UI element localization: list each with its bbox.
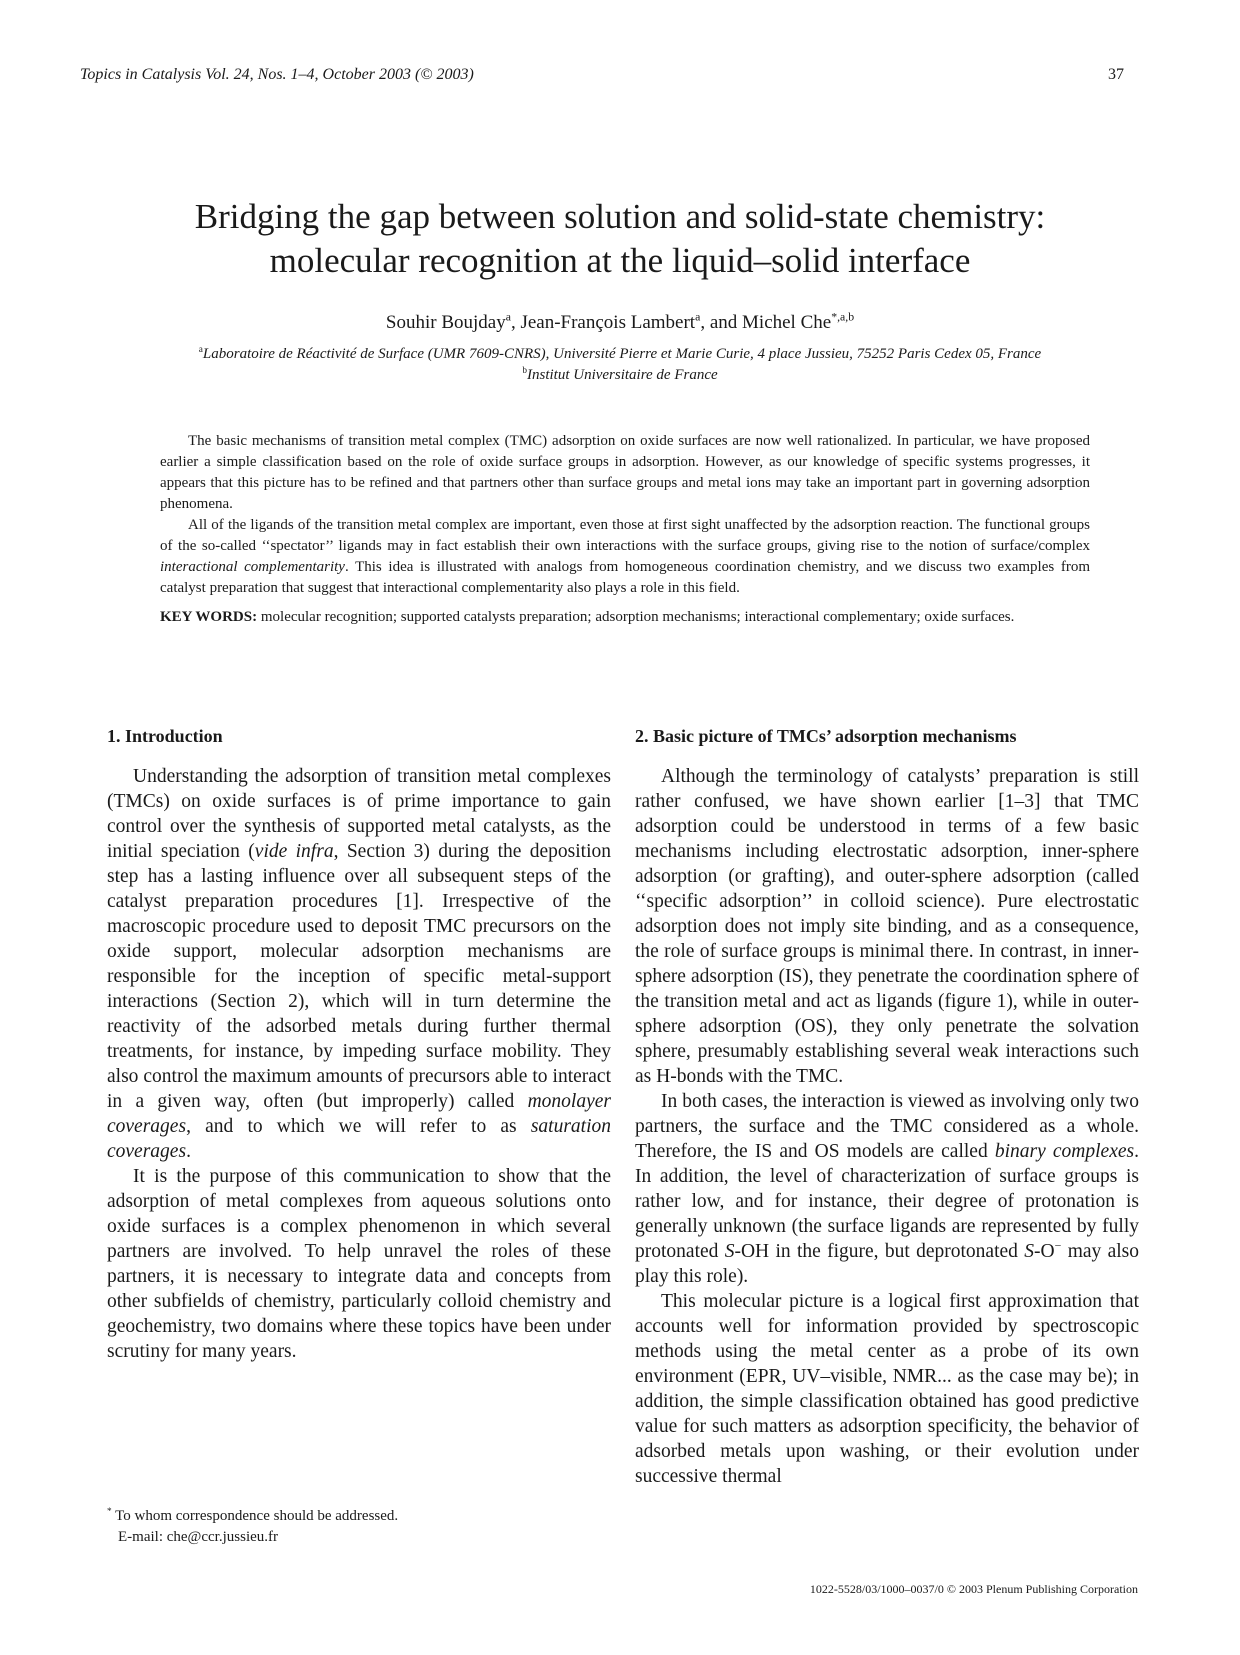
- footnote: [107, 1506, 398, 1548]
- affiliation-text: Laboratoire de Réactivité de Surface (UMR 7609-CNRS), Université Pierre et Marie Curie, 4 place Jussieu, 75252 Paris Cedex 05, France: [202, 346, 1042, 362]
- body-emphasis: saturation coverages: [107, 1116, 611, 1162]
- title-line-1: Bridging the gap between solution and solid-state chemistry:: [194, 197, 1046, 236]
- superscript: −: [1054, 1238, 1062, 1253]
- affiliation-text: Institut Universitaire de France: [526, 367, 718, 383]
- abstract-paragraph: [160, 515, 1090, 599]
- author-list: [100, 312, 1140, 334]
- affiliation-b: [60, 367, 1180, 384]
- body-emphasis: S: [1024, 1241, 1034, 1262]
- author-name: Jean-François Lambert: [520, 312, 696, 333]
- body-emphasis: vide infra: [254, 841, 334, 862]
- body-paragraph: [635, 1089, 1139, 1289]
- body-text: -O: [1033, 1241, 1055, 1262]
- title-line-2: molecular recognition at the liquid–solid interface: [269, 241, 971, 280]
- body-paragraph: [107, 764, 611, 1164]
- keywords-text: molecular recognition; supported catalysts preparation; adsorption mechanisms; interactional complementary; oxide surfaces.: [257, 609, 1015, 625]
- keywords: [160, 607, 1090, 628]
- body-paragraph: It is the purpose of this communication to show that the adsorption of metal complexes from aqueous solutions onto oxide surfaces is a complex phenomenon in which several partners are involved. To help unravel the roles of these partners, it is necessary to integrate data and concepts from other subfields of chemistry, particularly colloid chemistry and geochemistry, two domains where these topics have been under scrutiny for many years.: [107, 1166, 611, 1362]
- section-heading: 2. Basic picture of TMCs’ adsorption mechanisms: [635, 726, 1017, 746]
- page-number: 37: [1108, 66, 1124, 83]
- abstract-emphasis: interactional complementarity: [160, 559, 345, 575]
- author-separator: ,: [510, 312, 521, 333]
- body-text: .: [186, 1141, 191, 1162]
- paper-title: [100, 195, 1140, 283]
- footnote-email: E-mail: che@ccr.jussieu.fr: [118, 1529, 279, 1545]
- abstract-text: All of the ligands of the transition metal complex are important, even those at first sight unaffected by the adsorption reaction. The functional groups of the so-called ‘‘spectator’’ ligands may in fact establish their own interactions with the surface groups, giving rise to the notion of surface/complex: [160, 517, 1090, 554]
- column-left: [107, 725, 611, 1364]
- body-emphasis: S: [724, 1241, 735, 1262]
- journal-citation: Topics in Catalysis Vol. 24, Nos. 1–4, October 2003 (© 2003): [80, 66, 474, 83]
- section-heading: 1. Introduction: [107, 726, 223, 746]
- author-name: Souhir Boujday: [385, 312, 506, 333]
- body-emphasis: binary complexes: [994, 1141, 1135, 1162]
- footnote-line: [107, 1506, 398, 1527]
- affiliation-a: [60, 346, 1180, 363]
- body-text: Understanding the adsorption of transition metal complexes (TMCs) on oxide surfaces is of prime importance to gain control over the synthesis of supported metal catalysts, as the initial speciation (: [107, 766, 611, 862]
- body-emphasis: monolayer coverages: [107, 1091, 611, 1137]
- keywords-label: KEY WORDS:: [160, 609, 258, 625]
- affiliation-mark: a: [198, 345, 203, 355]
- copyright-line: 1022-5528/03/1000–0037/0 © 2003 Plenum Publishing Corporation: [809, 1582, 1138, 1596]
- author-affiliation-mark: *,a,b: [831, 310, 855, 324]
- body-text: -OH in the figure, but deprotonated: [734, 1241, 1025, 1262]
- body-text: , Section 3) during the deposition step has a lasting influence over all subsequent steps of the catalyst preparation procedures [1]. Irrespective of the macroscopic procedure used to deposit TMC precursors on the oxide support, molecular adsorption mechanisms are responsible for the inception of specific metal-support interactions (Section 2), which will in turn determine the reactivity of the adsorbed metals during further thermal treatments, for instance, by impeding surface mobility. They also control the maximum amounts of precursors able to interact in a given way, often (but improperly) called: [107, 841, 612, 1112]
- footnote-mark: *: [107, 1507, 112, 1517]
- body-paragraph: This molecular picture is a logical first approximation that accounts well for information provided by spectroscopic methods using the metal center as a probe of its own environment (EPR, UV–visible, NMR... as the case may be); in addition, the simple classification obtained has good predictive value for such matters as adsorption specificity, the behavior of adsorbed metals upon washing, or their evolution under successive thermal: [635, 1291, 1139, 1487]
- abstract-paragraph: The basic mechanisms of transition metal complex (TMC) adsorption on oxide surfaces are now well rationalized. In particular, we have proposed earlier a simple classification based on the role of oxide surface groups in adsorption. However, as our knowledge of specific systems progresses, it appears that this picture has to be refined and that partners other than surface groups and metal ions may take an important part in governing adsorption phenomena.: [160, 433, 1090, 512]
- abstract-text: . This idea is illustrated with analogs from homogeneous coordination chemistry, and we discuss two examples from catalyst preparation that suggest that interactional complementarity also plays a role in this field.: [160, 559, 1090, 596]
- abstract: [160, 431, 1090, 628]
- author-affiliation-mark: a: [695, 310, 701, 324]
- body-text: In both cases, the interaction is viewed as involving only two partners, the surface and the TMC considered as a whole. Therefore, the IS and OS models are called: [635, 1091, 1139, 1162]
- body-text: may also play this role).: [635, 1241, 1140, 1287]
- column-right: [635, 725, 1139, 1489]
- body-text: , and to which we will refer to as: [186, 1116, 531, 1137]
- author-name: Michel Che: [742, 312, 832, 333]
- author-separator: , and: [700, 312, 743, 333]
- affiliation-mark: b: [522, 366, 527, 376]
- author-affiliation-mark: a: [505, 310, 511, 324]
- footnote-text: To whom correspondence should be addressed.: [111, 1508, 399, 1524]
- body-paragraph: Although the terminology of catalysts’ preparation is still rather confused, we have shown earlier [1–3] that TMC adsorption could be understood in terms of a few basic mechanisms including electrostatic adsorption, inner-sphere adsorption (or grafting), and outer-sphere adsorption (called ‘‘specific adsorption’’ in colloid science). Pure electrostatic adsorption does not imply site binding, and as a consequence, the role of surface groups is minimal there. In contrast, in inner-sphere adsorption (IS), they penetrate the coordination sphere of the transition metal and act as ligands (figure 1), while in outer-sphere adsorption (OS), they only penetrate the solvation sphere, presumably establishing several weak interactions such as H-bonds with the TMC.: [635, 766, 1139, 1087]
- body-text: . In addition, the level of characterization of surface groups is rather low, and for instance, their degree of protonation is generally unknown (the surface ligands are represented by fully protonated: [635, 1141, 1139, 1262]
